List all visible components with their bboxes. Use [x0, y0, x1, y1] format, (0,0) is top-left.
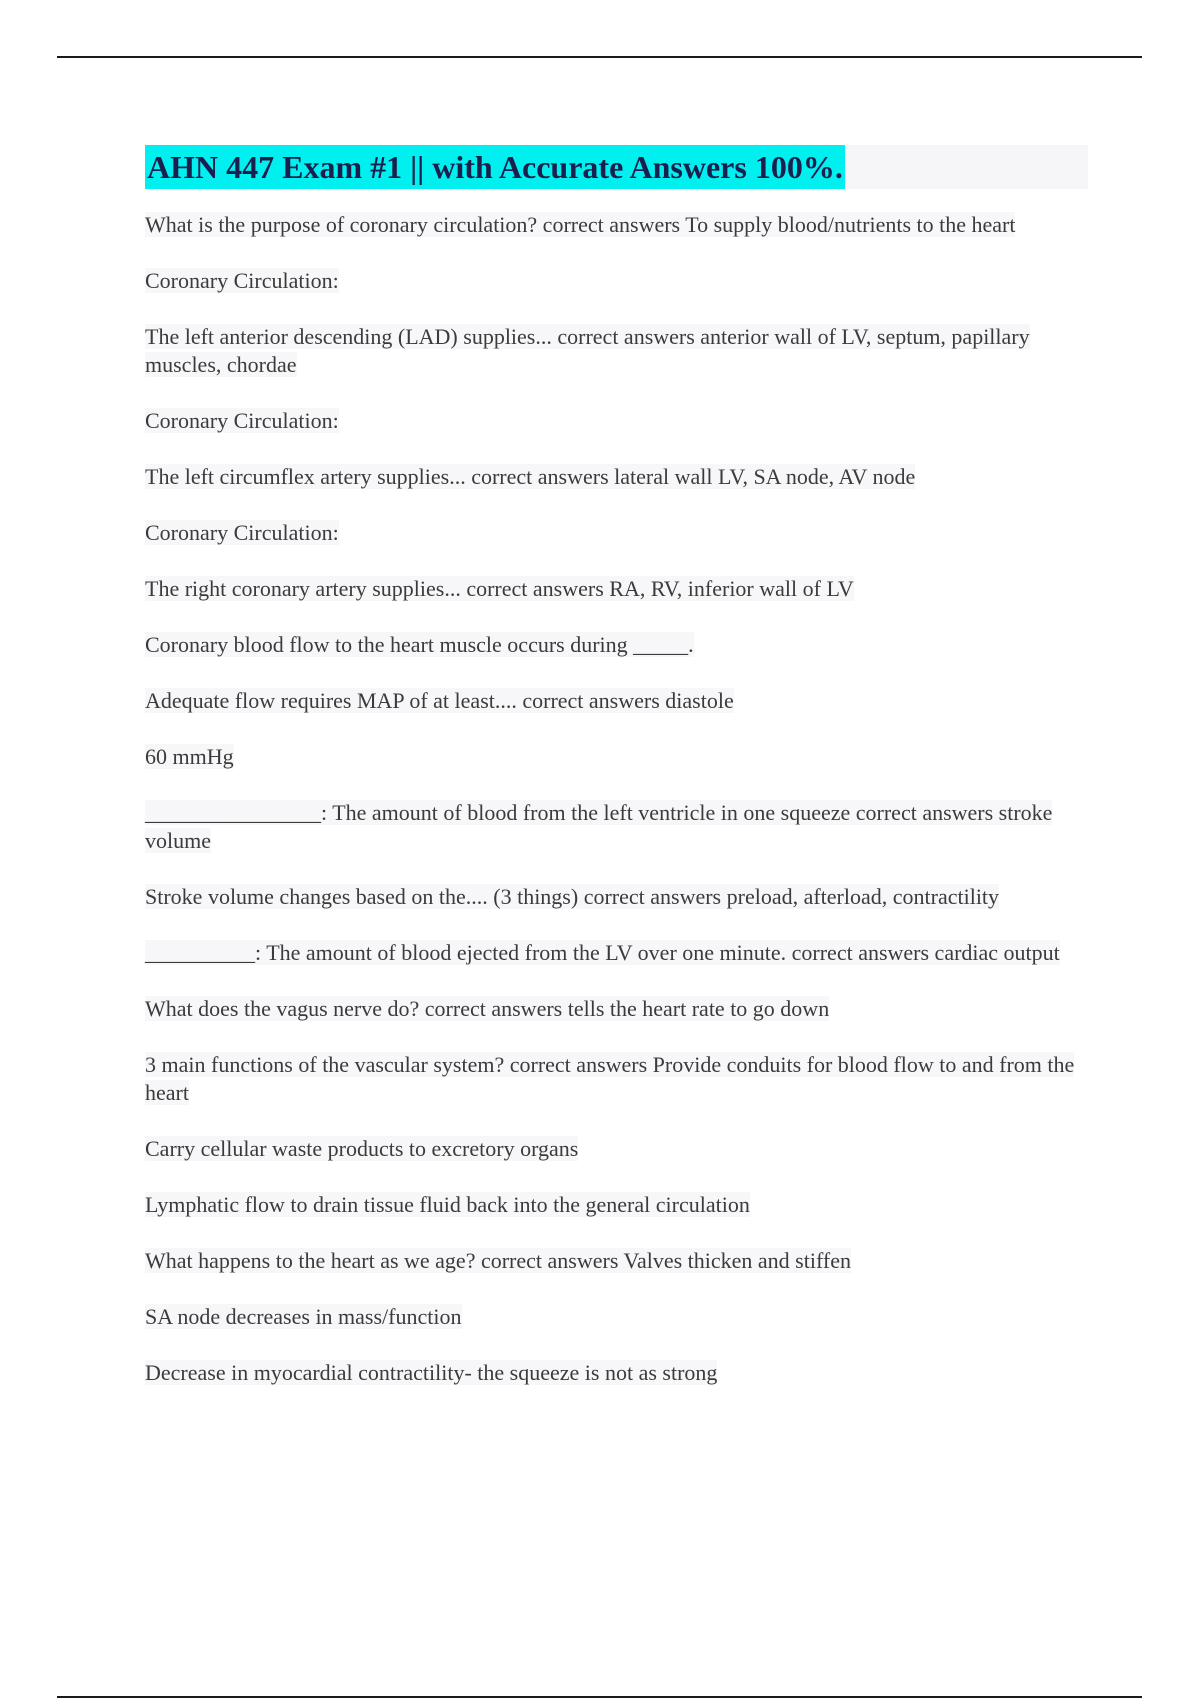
document-body [145, 145, 1085, 1415]
paragraph-text: The left circumflex artery supplies... correct answers lateral wall LV, SA node, AV node [145, 464, 916, 489]
paragraph-text: Lymphatic flow to drain tissue fluid back into the general circulation [145, 1192, 750, 1217]
paragraph [145, 995, 1085, 1023]
paragraph-text: SA node decreases in mass/function [145, 1304, 462, 1329]
paragraph-text: Coronary Circulation: [145, 408, 339, 433]
paragraph [145, 883, 1085, 911]
paragraph [145, 799, 1085, 855]
paragraph-text: Adequate flow requires MAP of at least.... correct answers diastole [145, 688, 734, 713]
paragraph [145, 631, 1085, 659]
document-title: AHN 447 Exam #1 || with Accurate Answers 100%. [145, 145, 845, 189]
paragraph-text: What does the vagus nerve do? correct answers tells the heart rate to go down [145, 996, 830, 1021]
paragraph-text: __________: The amount of blood ejected from the LV over one minute. correct answers cardiac output [145, 940, 1060, 965]
paragraph [145, 463, 1085, 491]
paragraph [145, 323, 1085, 379]
paragraph [145, 1051, 1085, 1107]
paragraph-text: What is the purpose of coronary circulation? correct answers To supply blood/nutrients to the heart [145, 212, 1016, 237]
paragraph-text: Coronary Circulation: [145, 268, 339, 293]
paragraph [145, 1135, 1085, 1163]
paragraph-text: The right coronary artery supplies... correct answers RA, RV, inferior wall of LV [145, 576, 854, 601]
paragraph [145, 211, 1085, 239]
paragraph-text: The left anterior descending (LAD) supplies... correct answers anterior wall of LV, septum, papillary muscles, chordae [145, 324, 1030, 377]
paragraph-text: Coronary Circulation: [145, 520, 339, 545]
paragraph-text: ________________: The amount of blood from the left ventricle in one squeeze correct answers stroke volume [145, 800, 1053, 853]
paragraph-text: Coronary blood flow to the heart muscle occurs during _____. [145, 632, 694, 657]
paragraph-text: Stroke volume changes based on the.... (3 things) correct answers preload, afterload, contractility [145, 884, 1000, 909]
paragraph [145, 575, 1085, 603]
paragraph [145, 1303, 1085, 1331]
paragraph [145, 267, 1085, 295]
header-rule [57, 56, 1142, 58]
paragraph-text: Decrease in myocardial contractility- the squeeze is not as strong [145, 1360, 718, 1385]
paragraph [145, 743, 1085, 771]
paragraph-text: What happens to the heart as we age? correct answers Valves thicken and stiffen [145, 1248, 851, 1273]
paragraph [145, 687, 1085, 715]
paragraph-text: 60 mmHg [145, 744, 234, 769]
paragraph [145, 407, 1085, 435]
paragraph [145, 1247, 1085, 1275]
paragraph [145, 519, 1085, 547]
paragraph-text: Carry cellular waste products to excretory organs [145, 1136, 579, 1161]
paragraph [145, 1191, 1085, 1219]
paragraph-text: 3 main functions of the vascular system? correct answers Provide conduits for blood flow to and from the heart [145, 1052, 1075, 1105]
paragraph [145, 939, 1085, 967]
paragraph [145, 1359, 1085, 1387]
footer-rule [57, 1696, 1142, 1698]
title-bar [145, 145, 1088, 189]
